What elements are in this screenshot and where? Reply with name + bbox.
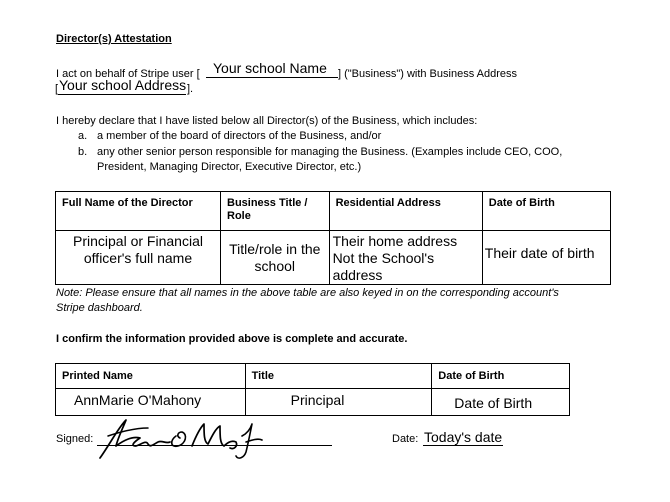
intro-line1-suffix: ] ("Business") with Business Address xyxy=(338,68,517,80)
note-line2: Stripe dashboard. xyxy=(56,302,143,314)
header-title: Title xyxy=(245,364,432,389)
signed-label: Signed: xyxy=(56,433,94,445)
declaration-text: I hereby declare that I have listed below all Director(s) of the Business, which includes: xyxy=(56,115,478,127)
date-label: Date: xyxy=(392,433,419,445)
list-marker-a: a. xyxy=(78,130,88,142)
header-date-of-birth-signer: Date of Birth xyxy=(432,364,570,389)
date-underline xyxy=(423,445,503,446)
header-printed-name: Printed Name xyxy=(56,364,246,389)
list-item-b-line1: any other senior person responsible for managing the Business. (Examples include CEO, COO, xyxy=(97,146,563,158)
signer-table xyxy=(55,363,570,416)
business-name-underline xyxy=(206,77,338,78)
note-line1: Note: Please ensure that all names in the above table are also keyed in on the corresponding account's xyxy=(56,287,559,299)
cell-director-title[interactable]: Title/role in the school xyxy=(221,231,330,285)
list-marker-b: b. xyxy=(78,146,88,158)
cell-printed-name[interactable]: AnnMarie O'Mahony xyxy=(56,389,246,416)
intro-line2-open: [ xyxy=(55,83,59,95)
cell-director-name[interactable]: Principal or Financial officer's full name xyxy=(56,231,221,285)
header-residential-address: Residential Address xyxy=(329,192,482,231)
confirmation-text: I confirm the information provided above is complete and accurate. xyxy=(56,333,408,345)
header-business-title: Business Title / Role xyxy=(221,192,330,231)
list-item-a: a member of the board of directors of the Business, and/or xyxy=(97,130,382,142)
cell-director-dob[interactable]: Their date of birth xyxy=(482,231,610,285)
business-name-field[interactable]: Your school Name xyxy=(213,60,327,76)
cell-director-address[interactable]: Their home address Not the School's address xyxy=(329,231,482,285)
directors-table xyxy=(55,191,611,285)
cell-date-of-birth[interactable]: Date of Birth xyxy=(432,389,570,416)
header-date-of-birth: Date of Birth xyxy=(482,192,610,231)
cell-title[interactable]: Principal xyxy=(245,389,432,416)
header-full-name: Full Name of the Director xyxy=(56,192,221,231)
business-address-underline xyxy=(58,94,186,95)
business-address-field[interactable]: Your school Address xyxy=(59,77,187,93)
handwritten-signature[interactable] xyxy=(96,414,266,462)
intro-line1-prefix: I act on behalf of Stripe user [ xyxy=(56,68,200,80)
date-field[interactable]: Today's date xyxy=(424,429,503,445)
list-item-b-line2: President, Managing Director, Executive Director, etc.) xyxy=(97,161,362,173)
page-title: Director(s) Attestation xyxy=(56,33,172,45)
intro-line2-close: ]. xyxy=(187,83,194,95)
